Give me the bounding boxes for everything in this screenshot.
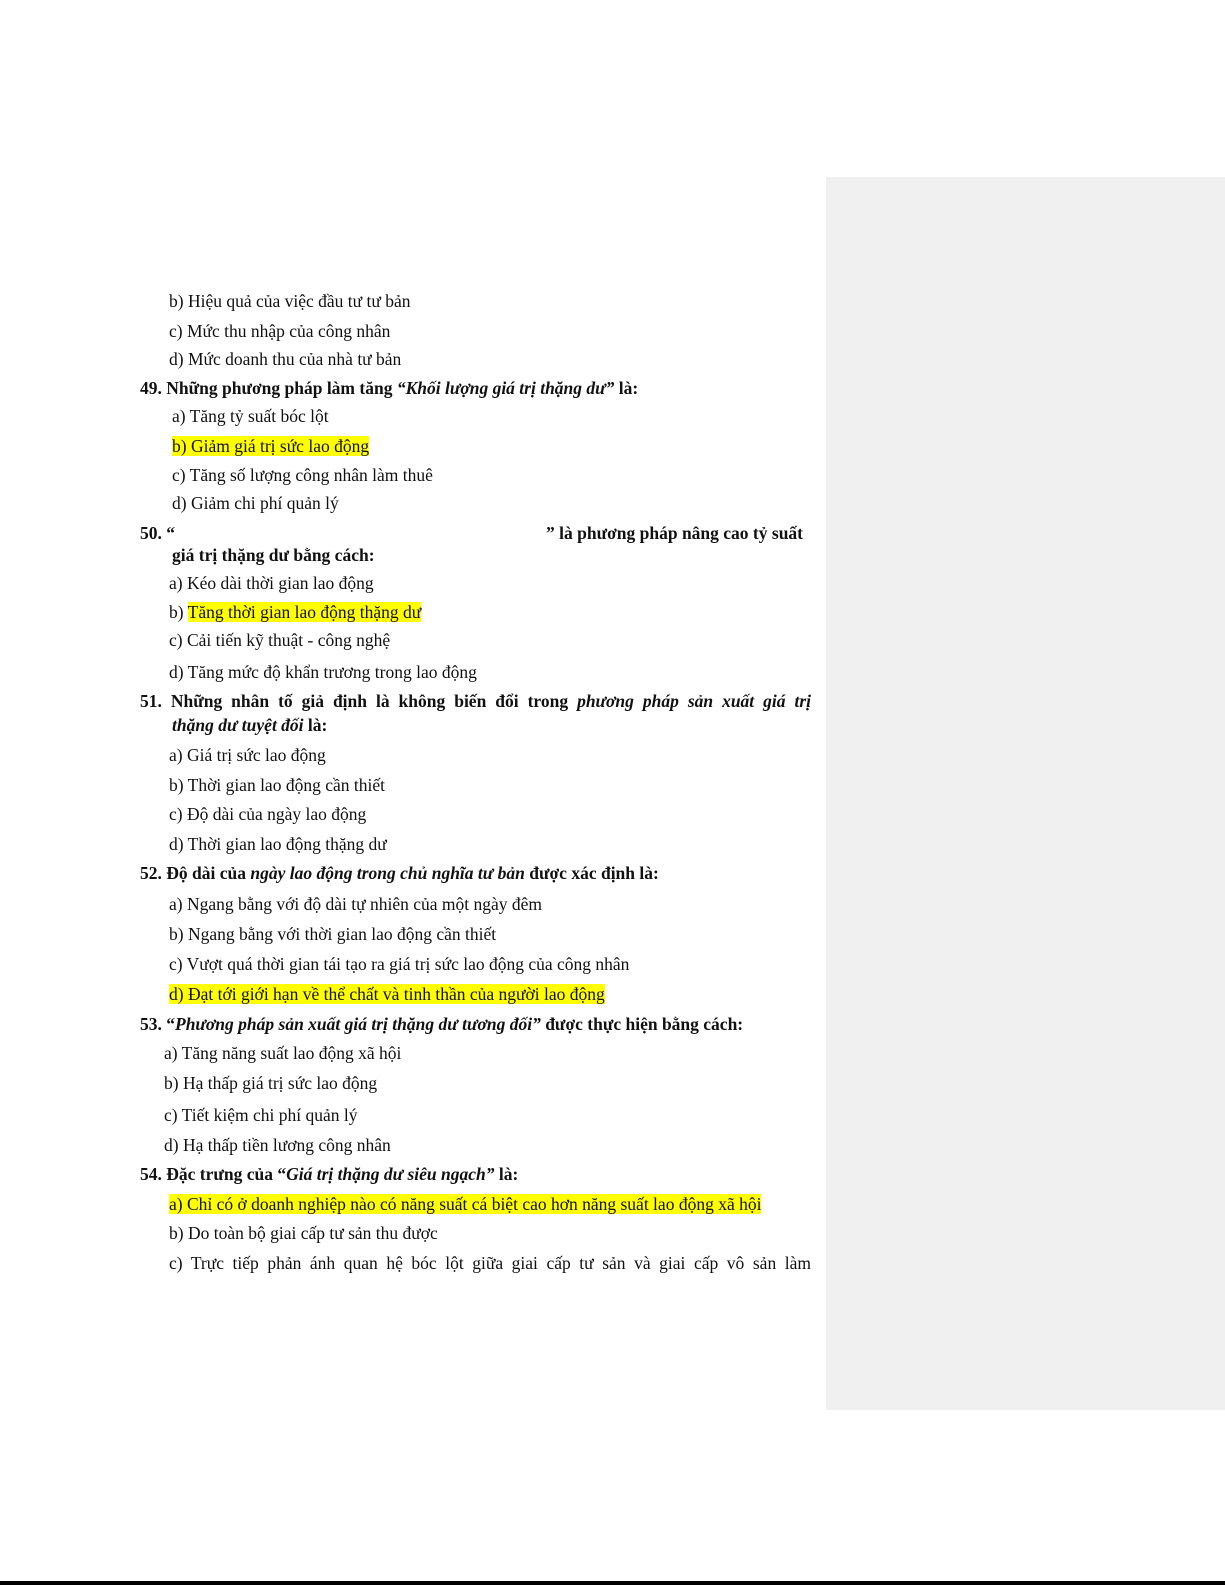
comment-pane <box>826 177 1225 1410</box>
option-line: a) Giá trị sức lao động <box>169 745 326 765</box>
option-line: c) Độ dài của ngày lao động <box>169 804 367 824</box>
option-line: c) Tiết kiệm chi phí quản lý <box>164 1105 358 1125</box>
question-50-end: ” là phương pháp nâng cao tỷ suất <box>546 523 804 543</box>
option-line-highlighted: b) Giảm giá trị sức lao động <box>172 436 370 456</box>
option-line: d) Giảm chi phí quản lý <box>172 493 339 513</box>
option-line: c) Vượt quá thời gian tái tạo ra giá trị sức lao động của công nhân <box>169 954 630 974</box>
question-52: 52. Độ dài của ngày lao động trong chủ nghĩa tư bản được xác định là: <box>140 863 659 883</box>
question-50-continued: giá trị thặng dư bằng cách: <box>172 545 375 565</box>
option-line: c) Cải tiến kỹ thuật - công nghệ <box>169 630 391 650</box>
option-line: d) Thời gian lao động thặng dư <box>169 834 387 854</box>
option-line: a) Ngang bằng với độ dài tự nhiên của một ngày đêm <box>169 894 543 914</box>
option-line: c) Mức thu nhập của công nhân <box>169 321 391 341</box>
option-line: c) Tăng số lượng công nhân làm thuê <box>172 465 433 485</box>
option-line-highlighted: b) Tăng thời gian lao động thặng dư <box>169 602 422 622</box>
option-line: a) Kéo dài thời gian lao động <box>169 573 374 593</box>
option-line-highlighted: d) Đạt tới giới hạn về thể chất và tinh thần của người lao động <box>169 984 605 1004</box>
option-line: a) Tăng tỷ suất bóc lột <box>172 406 329 426</box>
option-line: b) Hiệu quả của việc đầu tư tư bản <box>169 291 411 311</box>
option-line: d) Mức doanh thu của nhà tư bản <box>169 349 402 369</box>
option-line: b) Thời gian lao động cần thiết <box>169 775 385 795</box>
option-line: c) Trực tiếp phản ánh quan hệ bóc lột giữa giai cấp tư sản và giai cấp vô sản làm <box>169 1253 811 1273</box>
question-49: 49. Những phương pháp làm tăng “Khối lượng giá trị thặng dư” là: <box>140 378 639 398</box>
option-line: b) Hạ thấp giá trị sức lao động <box>164 1073 378 1093</box>
question-54: 54. Đặc trưng của “Giá trị thặng dư siêu ngạch” là: <box>140 1164 519 1184</box>
question-51: 51. Những nhân tố giả định là không biến đổi trong phương pháp sản xuất giá trị <box>140 691 811 711</box>
option-line: b) Ngang bằng với thời gian lao động cần thiết <box>169 924 497 944</box>
question-50-start: 50. “ <box>140 523 175 543</box>
option-line: d) Tăng mức độ khẩn trương trong lao động <box>169 662 477 682</box>
option-line: a) Tăng năng suất lao động xã hội <box>164 1043 402 1063</box>
page-bottom-border <box>0 1581 1225 1585</box>
question-53: 53. “Phương pháp sản xuất giá trị thặng dư tương đối” được thực hiện bằng cách: <box>140 1014 744 1034</box>
question-51-continued: thặng dư tuyệt đối là: <box>172 715 328 735</box>
option-line: d) Hạ thấp tiền lương công nhân <box>164 1135 391 1155</box>
option-line: b) Do toàn bộ giai cấp tư sản thu được <box>169 1223 438 1243</box>
option-line-highlighted: a) Chỉ có ở doanh nghiệp nào có năng suất cá biệt cao hơn năng suất lao động xã hội <box>169 1194 762 1214</box>
